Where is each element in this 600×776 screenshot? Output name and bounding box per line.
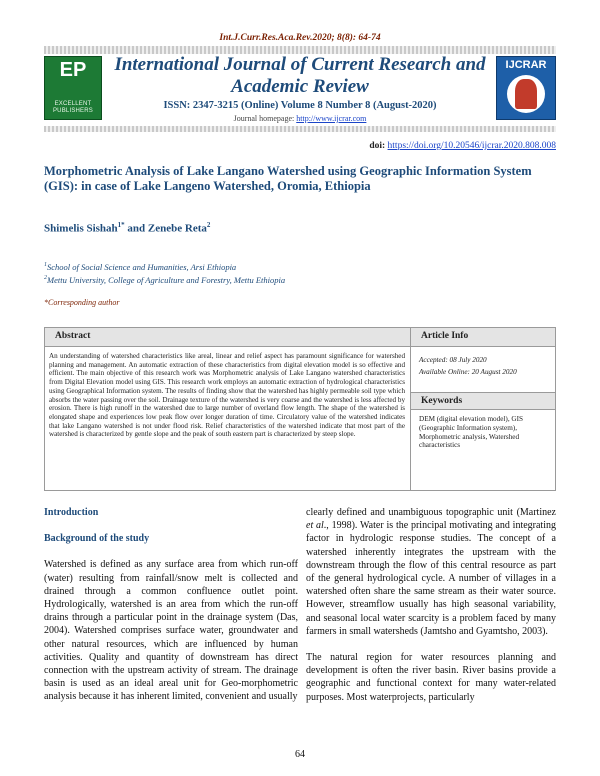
corresponding-author-note: *Corresponding author — [44, 298, 120, 307]
keywords-text: DEM (digital elevation model), GIS (Geographic Information system), Morphometric analysis, Watershed characteristics — [419, 415, 523, 450]
homepage-link[interactable]: http://www.ijcrar.com — [296, 114, 367, 123]
publisher-logo-letters: EP — [59, 59, 87, 81]
body-text: ., 1998). Water is the principal motivating and integrating factor in hydrologic response studies. The concept of a watershed inherently integrates the upstream with the downstream through the flow of this central resource as part of the general hydrological cycle. A number of villages in a watershed often share the same stream as their water source. However, streamflow usually has high seasonal variability, and seasonal local water scarcity is a problem faced by many farmers in small watersheds (Jamtsho and Gyamtsho, 2003). — [306, 520, 556, 637]
abstract-heading: Abstract — [55, 331, 91, 341]
journal-homepage — [108, 114, 492, 123]
doi-line — [369, 141, 556, 151]
affiliation-2-mark: 2 — [44, 275, 47, 282]
et-al: et al — [306, 520, 324, 532]
journal-logo — [496, 56, 556, 120]
paper-title: Morphometric Analysis of Lake Langano Watershed using Geographic Information System (GIS): in case of Lake Langeno Watershed, Oromia, Ethiopia — [44, 164, 532, 193]
author-2-mark: 2 — [206, 221, 211, 229]
accepted-date: Accepted: 08 July 2020 — [419, 356, 487, 364]
affiliation-2-text: Mettu University, College of Agriculture and Forestry, Mettu Ethiopia — [47, 275, 286, 285]
abstract-text: An understanding of watershed characteristics like areal, linear and relief aspect has paramount significance for watershed planning and management. An automatic extraction of these characteristics from digital elevation model is so effective and efficient. The main objective of this research work was Morphometric analysis of Lake Langano watershed characteristics from Digital Elevation model using GIS. This research work employs an automatic extraction of hydrological characteristics using Geographical Information system. The results of finding show that the watershed has highly permeable soil type which absorbs the water passing over the soil. Drainage texture of the watershed is very coarse and the watershed is less affected by erosion. There is high runoff in the watershed due to large number of overland flow length. The shape of the watershed is elongated shape and experiences low peak flow over longer duration of time. Circulatory value of the watershed indicates that lake Langano watershed is not under flood risk. Relief characteristics of the watershed indicate that most part of the watershed is characterized by gentle slope and the peak of south eastern part is characterized by steep slope. — [49, 352, 405, 439]
publisher-logo — [44, 56, 102, 120]
doi-label: doi: — [369, 141, 388, 151]
abstract-header — [45, 328, 410, 347]
affiliation-2 — [44, 275, 556, 285]
homepage-label: Journal homepage: — [233, 114, 297, 123]
journal-logo-emblem-icon — [507, 75, 545, 113]
background-heading: Background of the study — [44, 533, 150, 545]
affiliation-1 — [44, 262, 556, 272]
affiliation-1-mark: 1 — [44, 262, 47, 269]
author-1-mark: 1* — [117, 221, 125, 229]
keywords-header — [411, 392, 555, 410]
body-paragraph — [306, 506, 556, 638]
body-column-left — [44, 506, 298, 704]
author-2: and Zenebe Reta — [124, 222, 207, 235]
affiliation-1-text: School of Social Science and Humanities, Arsi Ethiopia — [47, 262, 237, 272]
body-column-right — [306, 506, 556, 704]
body-paragraph: Watershed is defined as any surface area from which run-off (water) resulting from rainfall/snow melt is collected and drained through a common confluence outlet point. Hydrologically, watershed is an area from which the run-off drains through a particular point in the drainage system (Das, 2004). Watershed comprises surface water, groundwater and other natural resources, which are influenced by human activities. Quality and quantity of downstream has direct connection with the upstream activity of stream. The drainage basin is used as an ideal areal unit for Geo-morphometric analysis because it has inherent limited, convenient and usually — [44, 559, 298, 703]
author-1: Shimelis Sishah — [44, 222, 118, 235]
doi-link[interactable]: https://doi.org/10.20546/ijcrar.2020.808.008 — [387, 141, 556, 151]
publisher-logo-caption: EXCELLENT PUBLISHERS — [52, 101, 93, 114]
article-info-heading: Article Info — [421, 331, 469, 341]
introduction-heading: Introduction — [44, 507, 99, 518]
body-text: clearly defined and unambiguous topographic unit (Martinez — [306, 507, 556, 518]
available-date: Available Online: 20 August 2020 — [419, 368, 517, 376]
journal-citation: Int.J.Curr.Res.Aca.Rev.2020; 8(8): 64-74 — [219, 33, 381, 43]
authors — [44, 221, 210, 235]
header-top-band — [44, 46, 556, 54]
journal-title: International Journal of Current Research and Academic Review — [114, 54, 486, 97]
issn-line: ISSN: 2347-3215 (Online) Volume 8 Number 8 (August-2020) — [163, 100, 437, 111]
body-paragraph: The natural region for water resources planning and development is often the river basin. River basins provide a geographic and functional context for many water-related purposes. Most waterprojects, particularly — [306, 652, 556, 703]
article-info-header — [411, 328, 555, 347]
journal-logo-text: IJCRAR — [505, 59, 547, 71]
keywords-heading: Keywords — [421, 396, 463, 406]
page-number: 64 — [295, 749, 305, 760]
header-bottom-band — [44, 126, 556, 132]
